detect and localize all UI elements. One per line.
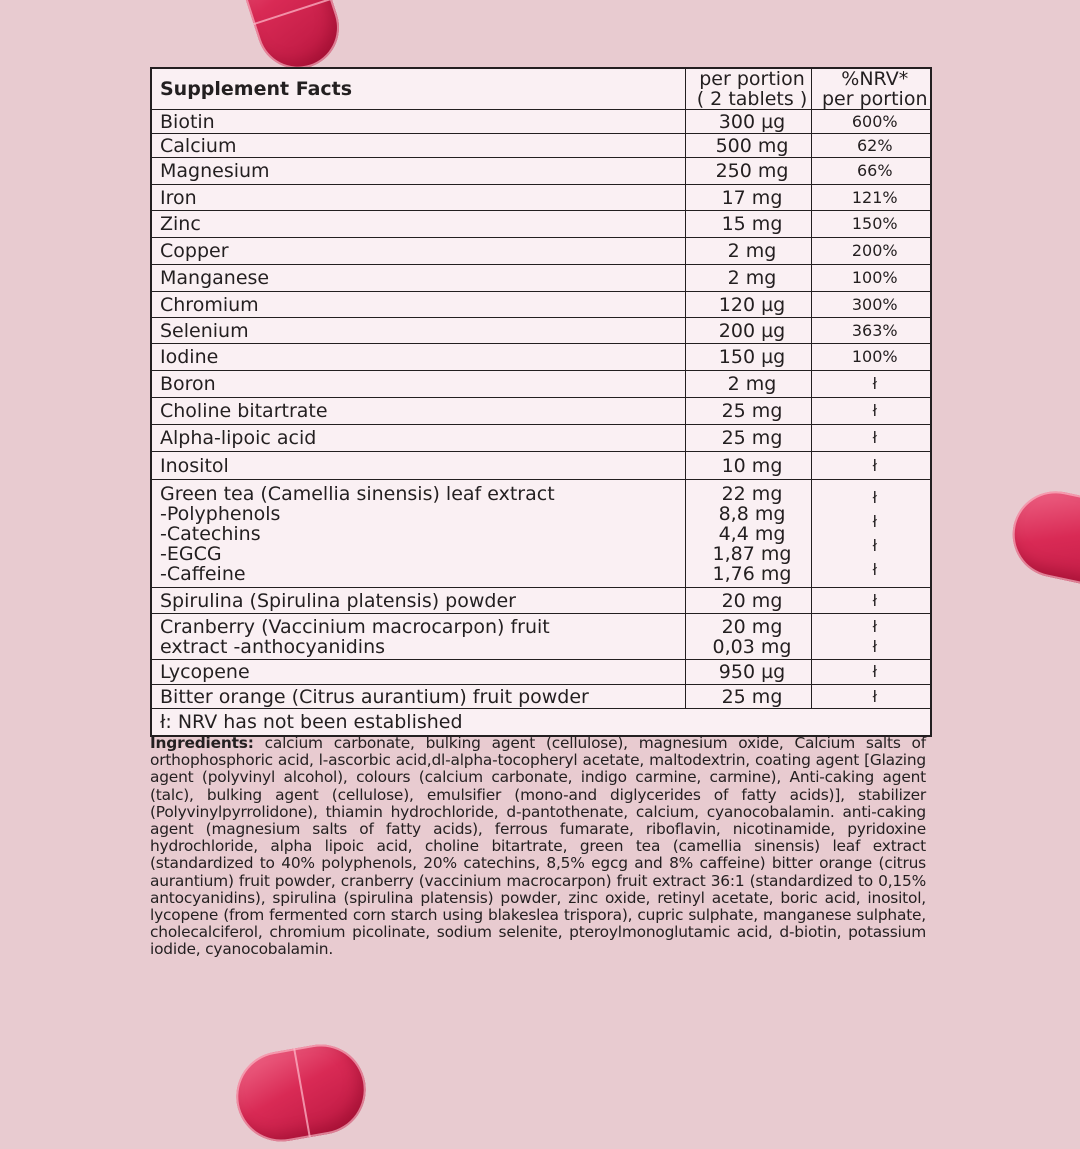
amount-header-line: ( 2 tablets ) <box>696 88 808 110</box>
nutrient-name-line: Manganese <box>160 267 270 289</box>
pill-decoration-right <box>1005 483 1080 598</box>
nutrient-amount-line: 2 mg <box>727 373 777 395</box>
nutrient-nrv <box>811 318 931 344</box>
nutrient-name-line: Lycopene <box>160 661 250 683</box>
nutrient-nrv <box>811 158 931 185</box>
nutrient-amount-line: 120 µg <box>718 293 786 316</box>
nutrient-name-line: Inositol <box>160 454 229 477</box>
nutrient-name <box>151 425 685 452</box>
nutrient-nrv-line: ł <box>872 636 878 656</box>
nutrient-amount <box>685 134 811 158</box>
nutrient-name-line: Choline bitartrate <box>160 400 328 422</box>
nutrient-name <box>151 211 685 238</box>
nutrient-name <box>151 371 685 398</box>
table-row <box>151 480 931 588</box>
nutrient-amount <box>685 292 811 318</box>
supplement-facts-table <box>150 67 932 737</box>
nutrient-nrv-line: 100% <box>851 347 898 366</box>
nutrient-nrv-line: ł <box>872 686 878 706</box>
nutrient-name <box>151 265 685 292</box>
nutrient-name <box>151 318 685 344</box>
nutrient-nrv-line: 62% <box>856 135 893 155</box>
nutrient-nrv-line: ł <box>872 487 878 507</box>
nutrient-nrv <box>811 211 931 238</box>
nutrient-amount-line: 300 µg <box>718 110 786 133</box>
nutrient-name <box>151 134 685 158</box>
nutrient-name <box>151 480 685 588</box>
nutrient-amount <box>685 588 811 614</box>
nutrient-nrv <box>811 480 931 588</box>
nutrient-amount-line: 500 mg <box>715 134 789 157</box>
nutrient-name <box>151 238 685 265</box>
nutrient-amount-line: 200 µg <box>718 319 786 342</box>
nrv-header-line: %NRV* <box>841 68 909 90</box>
nutrient-amount <box>685 185 811 211</box>
nutrient-amount <box>685 480 811 588</box>
nrv-header-line: per portion <box>822 88 928 110</box>
table-row <box>151 398 931 425</box>
table-row <box>151 211 931 238</box>
table-row <box>151 614 931 660</box>
nutrient-nrv-line: 121% <box>851 187 898 207</box>
nutrient-amount-line: 250 mg <box>715 160 789 182</box>
nutrient-amount <box>685 211 811 238</box>
nutrient-amount-line: 20 mg <box>721 615 783 638</box>
nutrient-amount <box>685 398 811 425</box>
table-header-row <box>151 68 931 110</box>
nutrient-amount-line: 25 mg <box>721 427 783 449</box>
nutrient-name-line: Bitter orange (Citrus aurantium) fruit powder <box>160 685 589 708</box>
table-row <box>151 318 931 344</box>
table-row <box>151 292 931 318</box>
nutrient-amount <box>685 660 811 685</box>
nutrient-name-line: Magnesium <box>160 160 270 182</box>
nutrient-nrv-line: 100% <box>851 268 898 287</box>
nutrient-nrv <box>811 238 931 265</box>
table-row <box>151 452 931 480</box>
nutrient-name-line: Cranberry (Vaccinium macrocarpon) fruit <box>160 615 550 638</box>
nutrient-name <box>151 344 685 371</box>
nutrient-name-line: -Polyphenols <box>160 502 281 525</box>
table-row <box>151 158 931 185</box>
pill-decoration-bottom <box>229 1037 373 1148</box>
nutrient-amount <box>685 452 811 480</box>
nutrient-name <box>151 292 685 318</box>
table-row <box>151 344 931 371</box>
nutrient-amount-line: 0,03 mg <box>712 635 792 658</box>
amount-column-header <box>685 68 811 110</box>
nutrient-nrv <box>811 398 931 425</box>
nutrient-name-line: Boron <box>160 373 216 395</box>
nutrient-nrv <box>811 614 931 660</box>
nutrient-amount-line: 8,8 mg <box>718 502 786 525</box>
nutrient-name-line: Iodine <box>160 346 219 368</box>
nutrient-name-line: Green tea (Camellia sinensis) leaf extract <box>160 482 555 505</box>
nutrient-nrv-line: ł <box>872 535 878 555</box>
nutrient-name <box>151 588 685 614</box>
nutrient-amount <box>685 265 811 292</box>
nutrient-nrv-line: ł <box>872 455 878 475</box>
nutrient-amount <box>685 238 811 265</box>
ingredients-text <box>150 735 926 959</box>
nutrient-nrv <box>811 185 931 211</box>
nutrient-amount-line: 10 mg <box>721 454 783 477</box>
nutrient-amount <box>685 371 811 398</box>
nutrient-nrv <box>811 265 931 292</box>
nutrient-amount-line: 1,76 mg <box>712 562 792 585</box>
nutrient-amount-line: 150 µg <box>718 346 786 368</box>
nutrient-nrv-line: 150% <box>851 214 898 233</box>
ingredients-list: calcium carbonate, bulking agent (cellulose), magnesium oxide, Calcium salts of orthophosphoric acid, l-ascorbic acid,dl-alpha-tocopheryl acetate, maltodextrin, coating agent [Glazing agent (polyvinyl alcohol), colours (calcium carbonate, indigo carmine, carmine), Anti-caking agent (talc), bulking agent (cellulose), emulsifier (mono-and diglycerides of fatty acids)], stabilizer (Polyvinylpyrrolidone), thiamin hydrochloride, d-pantothenate, calcium, cyanocobalamin. anti-caking agent (magnesium salts of fatty acids), ferrous fumarate, riboflavin, nicotinamide, pyridoxine hydrochloride, alpha lipoic acid, choline bitartrate, green tea (camellia sinensis) leaf extract (standardized to 40% polyphenols, 20% catechins, 8,5% egcg and 8% caffeine) bitter orange (citrus aurantium) fruit powder, cranberry (vaccinium macrocarpon) fruit extract 36:1 (standardized to 0,15% antocyanidins), spirulina (spirulina platensis) powder, zinc oxide, retinyl acetate, boric acid, inositol, lycopene (from fermented corn starch using blakeslea trispora), cupric sulphate, manganese sulphate, cholecalciferol, chromium picolinate, sodium selenite, pteroylmonoglutamic acid, d-biotin, potassium iodide, cyanocobalamin. <box>150 734 926 959</box>
table-row <box>151 371 931 398</box>
table-row <box>151 110 931 134</box>
nutrient-nrv <box>811 134 931 158</box>
nutrient-nrv <box>811 685 931 709</box>
nutrient-amount-line: 2 mg <box>727 240 777 262</box>
nutrient-nrv-line: ł <box>872 559 878 579</box>
table-row <box>151 660 931 685</box>
nutrient-nrv-line: ł <box>872 616 878 636</box>
nutrient-nrv-line: 600% <box>851 111 898 131</box>
nutrient-name-line: Iron <box>160 186 197 209</box>
nutrient-nrv-line: 200% <box>851 241 898 260</box>
table-title: Supplement Facts <box>151 68 685 110</box>
nutrient-amount-line: 25 mg <box>721 400 783 422</box>
table-row <box>151 238 931 265</box>
nutrient-name-line: Zinc <box>160 213 201 235</box>
nutrient-name-line: Chromium <box>160 293 259 316</box>
nutrient-name-line: Selenium <box>160 319 249 342</box>
nutrient-nrv <box>811 660 931 685</box>
nutrient-nrv <box>811 425 931 452</box>
nutrient-nrv <box>811 371 931 398</box>
nutrient-nrv-line: ł <box>872 401 878 420</box>
ingredients-label: Ingredients: <box>150 734 254 752</box>
nrv-column-header <box>811 68 931 110</box>
nutrient-amount <box>685 614 811 660</box>
nutrient-nrv <box>811 344 931 371</box>
table-row <box>151 185 931 211</box>
table-row <box>151 265 931 292</box>
nutrient-amount <box>685 685 811 709</box>
nutrient-amount-line: 4,4 mg <box>718 522 786 545</box>
nutrient-amount-line: 1,87 mg <box>712 542 792 565</box>
nutrient-amount <box>685 344 811 371</box>
nutrient-amount-line: 950 µg <box>718 661 786 683</box>
nutrient-nrv-line: ł <box>872 428 878 447</box>
nutrient-name-line: Spirulina (Spirulina platensis) powder <box>160 589 516 612</box>
nutrient-nrv-line: 363% <box>851 320 898 340</box>
nutrient-nrv-line: 300% <box>851 294 898 314</box>
nutrient-name <box>151 660 685 685</box>
nutrient-amount <box>685 318 811 344</box>
nutrient-amount-line: 25 mg <box>721 685 783 708</box>
table-row <box>151 685 931 709</box>
nutrient-name <box>151 685 685 709</box>
nutrient-nrv-line: ł <box>872 511 878 531</box>
nutrient-amount-line: 15 mg <box>721 213 783 235</box>
table-row <box>151 425 931 452</box>
nutrient-nrv <box>811 452 931 480</box>
nutrient-nrv <box>811 588 931 614</box>
nutrient-name-line: Copper <box>160 240 229 262</box>
nutrient-nrv-line: 66% <box>856 161 893 180</box>
nutrient-amount-line: 17 mg <box>721 186 783 209</box>
nutrient-name-line: extract -anthocyanidins <box>160 635 386 658</box>
nutrient-name <box>151 110 685 134</box>
nutrient-name-line: -EGCG <box>160 542 222 565</box>
nutrient-name <box>151 158 685 185</box>
nutrient-name-line: Calcium <box>160 134 237 157</box>
nutrient-amount <box>685 425 811 452</box>
table-row <box>151 588 931 614</box>
nutrient-nrv-line: ł <box>872 590 878 610</box>
nutrient-name <box>151 452 685 480</box>
nutrient-name <box>151 614 685 660</box>
nutrient-name <box>151 185 685 211</box>
amount-header-line: per portion <box>699 68 805 90</box>
nutrient-amount-line: 2 mg <box>727 267 777 289</box>
footnote-row <box>151 709 931 736</box>
nutrient-amount <box>685 158 811 185</box>
nutrient-nrv-line: ł <box>872 374 878 393</box>
nutrient-amount-line: 22 mg <box>721 482 783 505</box>
nutrient-name <box>151 398 685 425</box>
nutrient-name-line: -Catechins <box>160 522 261 545</box>
table-row <box>151 134 931 158</box>
nutrient-name-line: Biotin <box>160 110 215 133</box>
nutrient-name-line: Alpha-lipoic acid <box>160 427 317 449</box>
nutrient-nrv <box>811 292 931 318</box>
nutrient-nrv-line: ł <box>872 662 878 681</box>
nutrient-amount-line: 20 mg <box>721 589 783 612</box>
nutrient-amount <box>685 110 811 134</box>
nrv-footnote: ł: NRV has not been established <box>151 709 931 736</box>
nutrient-name-line: -Caffeine <box>160 562 246 585</box>
nutrient-nrv <box>811 110 931 134</box>
